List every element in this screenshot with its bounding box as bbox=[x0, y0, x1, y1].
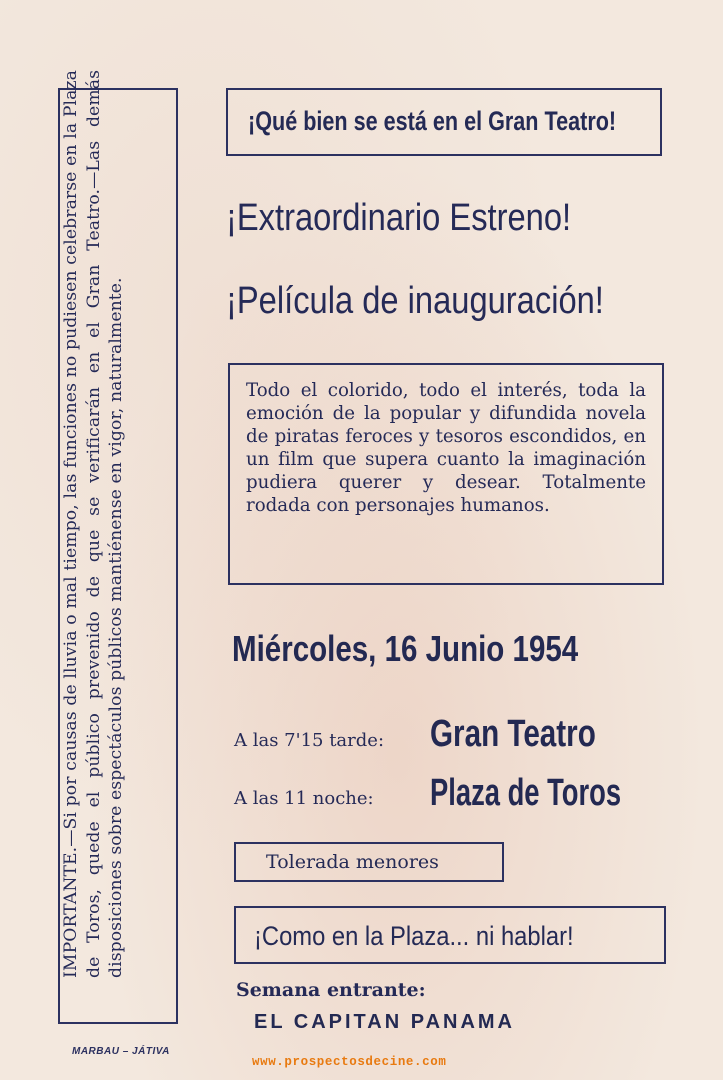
slogan-box bbox=[226, 88, 662, 156]
headline-premiere: ¡Extraordinario Estreno! bbox=[226, 197, 572, 239]
printer-credit: MARBAU – JÁTIVA bbox=[72, 1046, 170, 1057]
rating-text: Tolerada menores bbox=[266, 851, 439, 873]
showing-2-venue: Plaza de Toros bbox=[430, 772, 622, 814]
screening-date: Miércoles, 16 Junio 1954 bbox=[232, 628, 579, 669]
important-notice: IMPORTANTE.—Si por causas de lluvia o mal tiempo, las funciones no pudiesen celebrarse en la Plaza de Toros, quede el público prevenido de que se verificarán en el Gran Teatro.—Las demás disposiciones sobre espectáculos públicos mantiénense en vigor, naturalmente. bbox=[61, 70, 126, 978]
synopsis-text: Todo el colorido, todo el interés, toda la emoción de la popular y difundida novela de piratas feroces y tesoros escondidos, en un film que supera cuanto la imaginación pudiera querer y desear. Totalmente rodada con personajes humanos. bbox=[246, 380, 646, 517]
slogan-text: ¡Qué bien se está en el Gran Teatro! bbox=[248, 106, 617, 136]
cta-box bbox=[234, 906, 666, 964]
synopsis-box bbox=[228, 363, 664, 585]
headline-inauguration: ¡Película de inauguración! bbox=[226, 280, 604, 322]
watermark-url[interactable]: www.prospectosdecine.com bbox=[252, 1055, 447, 1069]
showing-1-time: A las 7'15 tarde: bbox=[234, 730, 385, 751]
rating-box bbox=[234, 842, 504, 882]
cta-text: ¡Como en la Plaza... ni hablar! bbox=[254, 921, 574, 951]
showing-2-time: A las 11 noche: bbox=[234, 788, 374, 809]
next-week-label: Semana entrante: bbox=[236, 979, 426, 1001]
showing-1-venue: Gran Teatro bbox=[430, 713, 596, 755]
next-week-title: EL CAPITAN PANAMA bbox=[254, 1011, 515, 1033]
